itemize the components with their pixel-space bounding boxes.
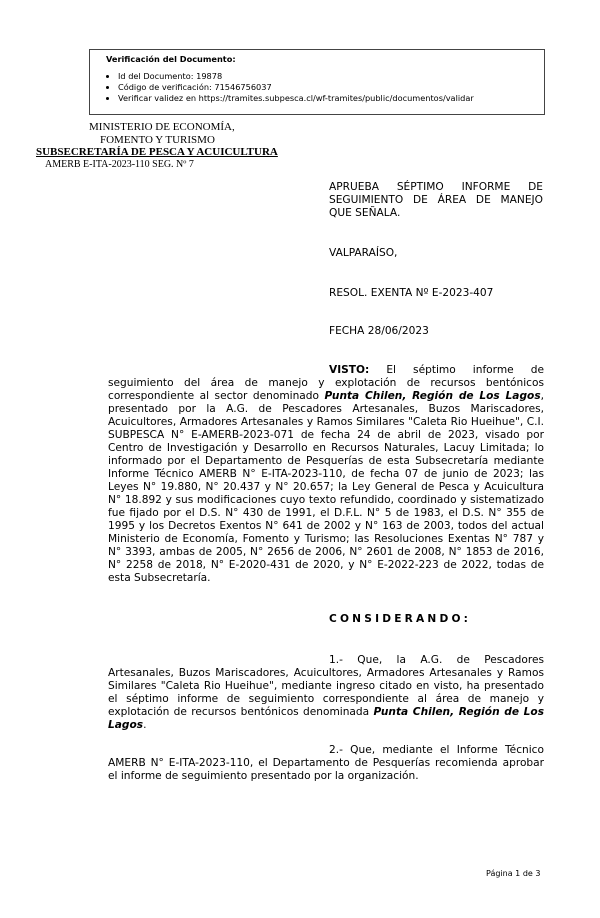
visto-text-b: , presentado por la A.G. de Pescadores Artesanales, Buzos Mariscadores, Acuicultores, Armadores Artesanales y Ramos Similares "Caleta Rio Hueihue", C.I. SUBPESCA N° E-AMERB-2023-071 de fecha 24 de abril de 2023, visado por Centro de Investigación y Desarrollo en Recursos Naturales, Lacuy Limitada; lo informado por el Departamento de Pesquerías de esta Subsecretaría mediante Informe Técnico AMERB N° E-ITA-2023-110, de fecha 07 de junio de 2023; las Leyes N° 19.880, N° 20.437 y N° 20.657; la Ley General de Pesca y Acuicultura N° 18.892 y sus modificaciones cuyo texto refundido, coordinado y sistematizado fue fijado por el D.S. N° 430 de 1991, el D.F.L. N° 5 de 1983, el D.S. N° 355 de 1995 y los Decretos Exentos N° 641 de 2002 y N° 163 de 2003, todos del actual Ministerio de Economía, Fomento y Turismo; las Resoluciones Exentas N° 787 y N° 3393, ambas de 2005, N° 2656 de 2006, N° 2601 de 2008, N° 1853 de 2016, N° 2258 de 2018, N° E-2020-431 de 2020, y N° E-2022-223 de 2022, todas de esta Subsecretaría. [108, 390, 544, 584]
reference-code: AMERB E-ITA-2023-110 SEG. Nº 7 [45, 158, 194, 170]
visto-paragraph [108, 364, 544, 585]
verification-box [89, 49, 545, 115]
considerando-1-sector: Punta Chilen, Región de Los Lagos [108, 706, 544, 731]
page-number: Página 1 de 3 [486, 869, 541, 878]
resolution-date: FECHA 28/06/2023 [329, 325, 429, 337]
verification-link[interactable]: • Verificar validez en https://tramites.subpesca.cl/wf-tramites/public/documentos/validar [118, 93, 544, 104]
resolution-number: RESOL. EXENTA Nº E-2023-407 [329, 287, 494, 299]
considerando-1-text-b: . [143, 719, 147, 731]
visto-label: VISTO: [329, 364, 370, 376]
considerando-2-paragraph [108, 744, 544, 783]
considerando-2-text: 2.- Que, mediante el Informe Técnico AMERB N° E-ITA-2023-110, el Departamento de Pesquerías recomienda aprobar el informe de seguimiento presentado por la organización. [108, 744, 544, 782]
verification-code: • Código de verificación: 71546756037 [118, 82, 544, 93]
visto-text-a: El séptimo informe de seguimiento del área de manejo y explotación de recursos bentónicos correspondiente al sector denominado [108, 364, 544, 402]
verification-document-id: • Id del Documento: 19878 [118, 71, 544, 82]
subsecretaria-name: SUBSECRETARÍA DE PESCA Y ACUICULTURA [36, 146, 278, 158]
ministry-name-line1: MINISTERIO DE ECONOMÍA, [89, 121, 235, 133]
visto-sector: Punta Chilen, Región de Los Lagos [324, 390, 541, 402]
verification-title: Verificación del Documento: [106, 54, 236, 64]
verification-list [106, 71, 544, 104]
city: VALPARAÍSO, [329, 247, 398, 259]
considerando-heading: CONSIDERANDO: [329, 613, 472, 625]
ministry-header [36, 121, 286, 171]
considerando-1-text-a: 1.- Que, la A.G. de Pescadores Artesanales, Buzos Mariscadores, Acuicultores, Armadores Artesanales y Ramos Similares "Caleta Rio Hueihue", mediante ingreso citado en visto, ha presentado el séptimo informe de seguimiento correspondiente al área de manejo y explotación de recursos bentónicos denominada [108, 654, 544, 718]
considerando-1-paragraph [108, 654, 544, 732]
ministry-name-line2: FOMENTO Y TURISMO [100, 133, 215, 146]
resolution-summary: APRUEBA SÉPTIMO INFORME DE SEGUIMIENTO DE ÁREA DE MANEJO QUE SEÑALA. [329, 181, 543, 219]
